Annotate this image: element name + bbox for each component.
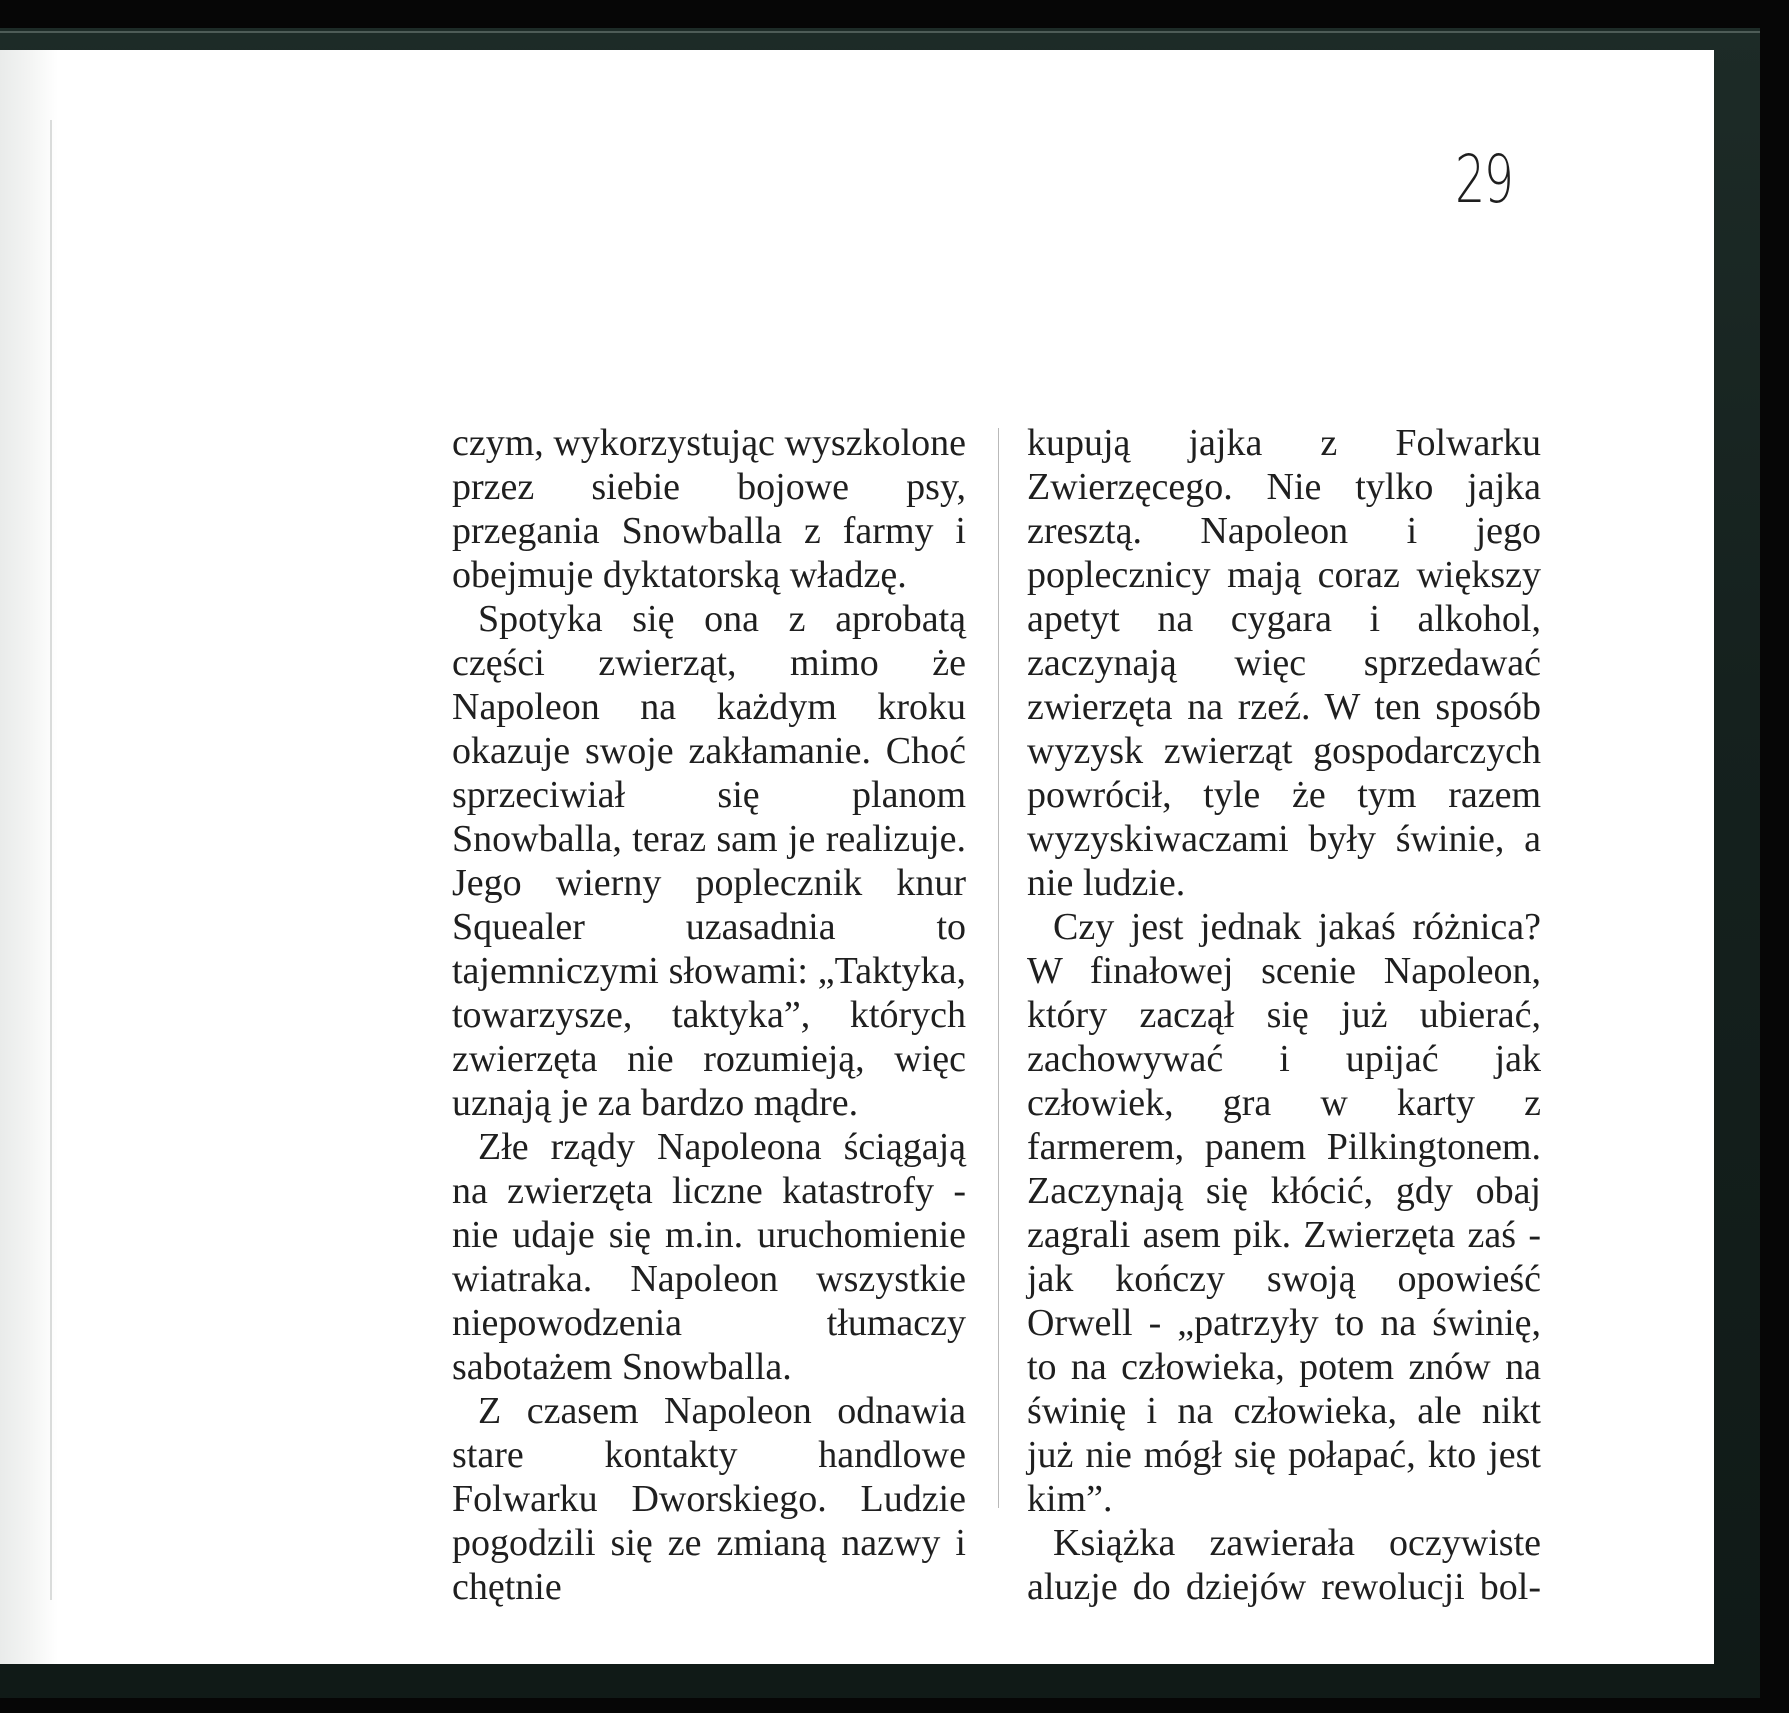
- paragraph: Złe rządy Napoleona ściągają na zwierzęta liczne katastrofy - nie udaje się m.in. uruchomienie wiatraka. Napoleon wszystkie niepowodzenia tłumaczy sabotażem Snowballa.: [452, 1126, 966, 1388]
- text-column-left: [452, 421, 966, 1609]
- gutter-fold-line: [50, 120, 52, 1600]
- paragraph: czym, wykorzystując wyszkolone przez siebie bojowe psy, przegania Snowballa z farmy i obejmuje dyktatorską władzę.: [452, 422, 966, 596]
- paragraph: Czy jest jednak jakaś różnica? W finałowej scenie Napoleon, który zaczął się już ubierać, zachowywać i upijać jak człowiek, gra w karty z farmerem, panem Pilkingtonem. Zaczynają się kłócić, gdy obaj zagrali asem pik. Zwierzęta zaś - jak kończy swoją opowieść Orwell - „patrzyły to na świnię, to na człowieka, potem znów na świnię i na człowieka, ale nikt już nie mógł się połapać, kto jest kim”.: [1027, 906, 1541, 1520]
- paragraph: Książka zawierała oczywiste aluzje do dziejów rewolucji bol-: [1027, 1522, 1541, 1608]
- paragraph: kupują jajka z Folwarku Zwierzęcego. Nie tylko jajka zresztą. Napoleon i jego poplecznicy mają coraz większy apetyt na cygara i alkohol, zaczynają więc sprzedawać zwierzęta na rzeź. W ten sposób wyzysk zwierząt gospodarczych powrócił, tyle że tym razem wyzyskiwaczami były świnie, a nie ludzie.: [1027, 422, 1541, 904]
- cover-edge-highlight: [0, 31, 1760, 33]
- paragraph: Spotyka się ona z aprobatą części zwierząt, mimo że Napoleon na każdym kroku okazuje swoje zakłamanie. Choć sprzeciwiał się planom Snowballa, teraz sam je realizuje. Jego wierny poplecznik knur Squealer uzasadnia to tajemniczymi słowami: „Taktyka, towarzysze, taktyka”, których zwierzęta nie rozumieją, więc uznają je za bardzo mądre.: [452, 598, 966, 1124]
- text-column-right: [1027, 421, 1541, 1609]
- paragraph: Z czasem Napoleon odnawia stare kontakty handlowe Folwarku Dworskiego. Ludzie pogodzili się ze zmianą nazwy i chętnie: [452, 1390, 966, 1608]
- page-number: 29: [1455, 141, 1513, 218]
- column-divider: [998, 428, 999, 1508]
